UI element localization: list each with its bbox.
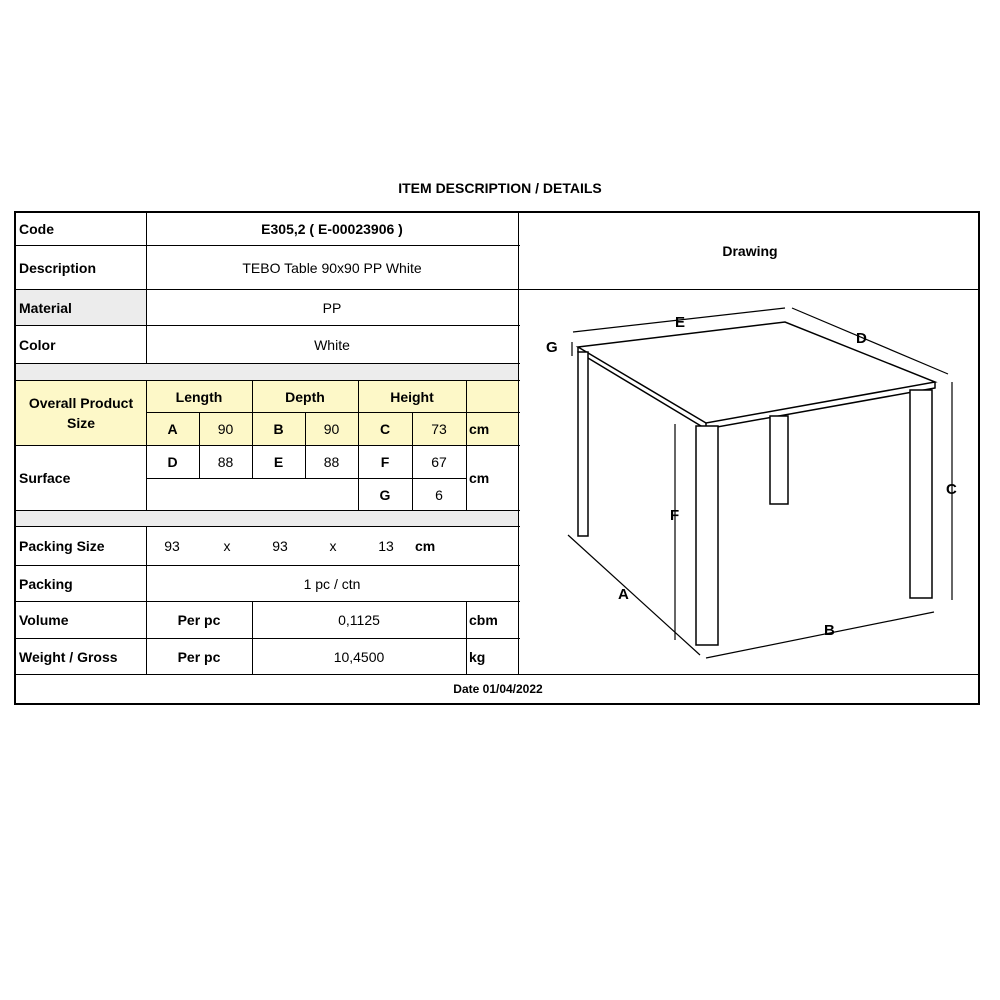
b-letter: B xyxy=(273,421,284,437)
length-header: Length xyxy=(175,388,223,405)
volume-unit: cbm xyxy=(469,612,498,628)
surface-unit: cm xyxy=(469,470,490,486)
label-d: D xyxy=(856,330,867,347)
weight-per: Per pc xyxy=(177,648,221,665)
d-value: 88 xyxy=(217,454,234,470)
overall-unit: cm xyxy=(469,421,490,437)
depth-header: Depth xyxy=(285,388,325,405)
packing-width: 93 xyxy=(272,538,288,554)
dimension-lines xyxy=(568,308,952,658)
overall-label: Overall Product Size xyxy=(28,395,134,431)
packing-x: x xyxy=(329,538,337,554)
volume-label: Volume xyxy=(19,612,69,628)
packing-label: Packing xyxy=(19,575,73,592)
description-label: Description xyxy=(19,259,97,276)
code-label: Code xyxy=(19,220,54,237)
code-value: E305,2 ( E-00023906 ) xyxy=(261,220,403,237)
table-outline xyxy=(578,322,935,645)
surface-label: Surface xyxy=(19,470,71,486)
packing-length: 93 xyxy=(164,538,180,554)
a-letter: A xyxy=(167,421,178,437)
weight-value: 10,4500 xyxy=(333,648,385,665)
grey-band xyxy=(16,510,518,526)
weight-label: Weight / Gross xyxy=(19,648,118,665)
volume-per: Per pc xyxy=(177,612,221,628)
color-value: White xyxy=(314,336,350,353)
label-a: A xyxy=(618,586,629,603)
e-letter: E xyxy=(273,454,284,470)
b-value: 90 xyxy=(323,421,340,437)
material-value: PP xyxy=(322,299,342,316)
e-value: 88 xyxy=(323,454,340,470)
volume-value: 0,1125 xyxy=(338,612,380,628)
label-c: C xyxy=(946,481,957,498)
label-g: G xyxy=(546,339,558,356)
packing-size-label: Packing Size xyxy=(19,538,105,554)
a-value: 90 xyxy=(217,421,234,437)
g-letter: G xyxy=(379,486,391,503)
table-drawing xyxy=(520,290,980,674)
packing-unit: cm xyxy=(415,538,436,554)
drawing-label: Drawing xyxy=(722,242,778,259)
f-letter: F xyxy=(380,454,390,470)
material-label: Material xyxy=(19,299,72,316)
f-value: 67 xyxy=(431,454,447,470)
c-letter: C xyxy=(379,421,391,437)
d-letter: D xyxy=(167,454,178,470)
c-value: 73 xyxy=(431,421,447,437)
height-header: Height xyxy=(390,388,434,405)
label-f: F xyxy=(670,507,680,524)
description-value: TEBO Table 90x90 PP White xyxy=(242,259,422,276)
date-label: Date 01/04/2022 xyxy=(453,682,543,696)
grey-band xyxy=(16,364,518,380)
page-title: ITEM DESCRIPTION / DETAILS xyxy=(398,180,602,196)
packing-x: x xyxy=(223,538,231,554)
color-label: Color xyxy=(19,336,56,353)
label-b: B xyxy=(824,622,835,639)
packing-value: 1 pc / ctn xyxy=(303,575,361,592)
weight-unit: kg xyxy=(469,648,486,665)
g-value: 6 xyxy=(435,486,443,503)
packing-height: 13 xyxy=(378,538,394,554)
label-e: E xyxy=(675,314,686,331)
